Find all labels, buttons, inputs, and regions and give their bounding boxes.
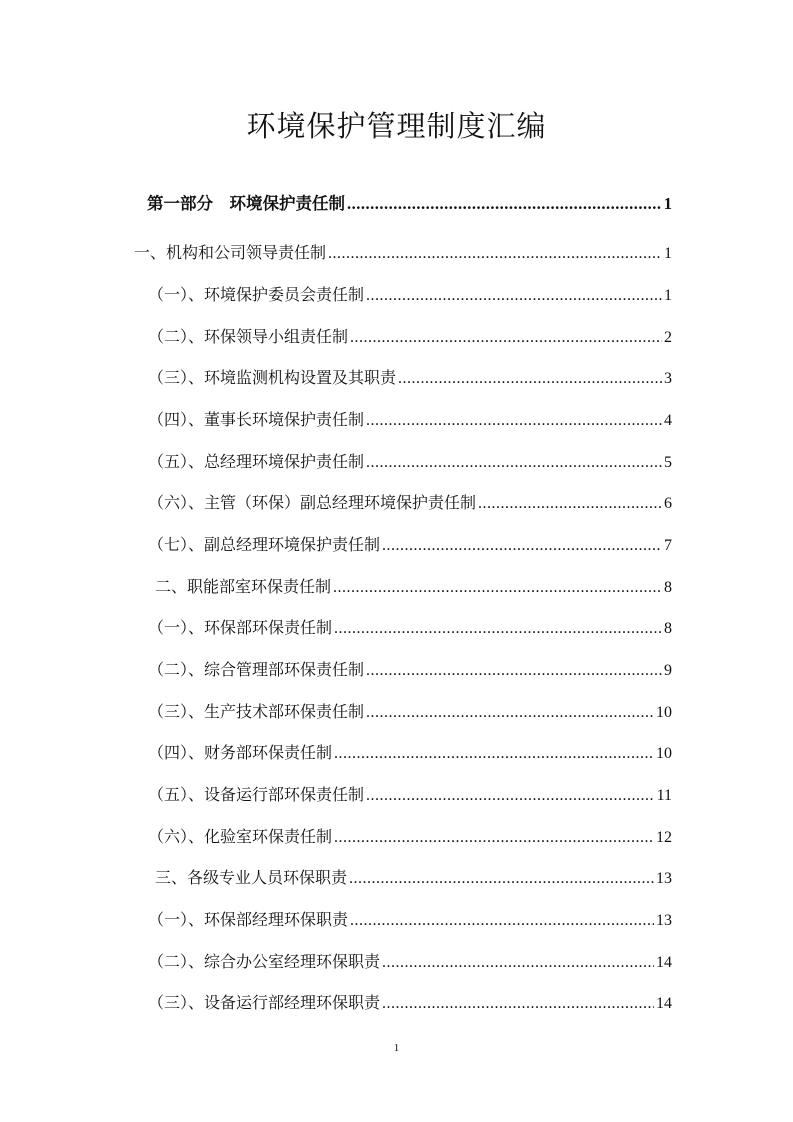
toc-leader-dots — [366, 701, 654, 725]
toc-entry-label: （一）、环保部环保责任制 — [148, 618, 333, 637]
toc-entry[interactable] — [155, 575, 672, 599]
toc-entry[interactable] — [148, 950, 672, 974]
toc-leader-dots — [334, 617, 662, 641]
toc-entry-page: 2 — [664, 329, 672, 346]
toc-leader-dots — [334, 742, 654, 766]
toc-entry-page: 8 — [664, 620, 672, 637]
toc-entry[interactable] — [148, 991, 672, 1015]
toc-entry-label: （四）、董事长环境保护责任制 — [148, 410, 365, 429]
toc-entry-label: （五）、设备运行部环保责任制 — [148, 785, 365, 804]
toc-entry-page: 1 — [664, 287, 672, 304]
document-title: 环境保护管理制度汇编 — [246, 109, 547, 143]
toc-leader-dots — [398, 367, 662, 391]
toc-entry-label: （二）、环保领导小组责任制 — [148, 327, 349, 346]
toc-entry-page: 10 — [656, 745, 672, 762]
toc-entry-label: （六）、化验室环保责任制 — [148, 827, 333, 846]
toc-entry-label: （六）、主管（环保）副总经理环境保护责任制 — [148, 493, 477, 512]
toc-entry[interactable] — [148, 408, 672, 432]
toc-entry[interactable] — [148, 700, 672, 724]
toc-leader-dots — [382, 951, 654, 975]
toc-entry-page: 14 — [656, 954, 672, 971]
toc-entry-page: 4 — [664, 412, 672, 429]
toc-leader-dots — [350, 326, 662, 350]
toc-entry[interactable] — [148, 658, 672, 682]
toc-entry[interactable] — [148, 491, 672, 515]
toc-entry[interactable] — [148, 741, 672, 765]
toc-leader-dots — [366, 784, 655, 808]
toc-entry-page: 10 — [656, 704, 672, 721]
toc-entry-label: 一、机构和公司领导责任制 — [134, 243, 327, 262]
toc-leader-dots — [334, 826, 654, 850]
toc-leader-dots — [366, 659, 662, 683]
toc-leader-dots — [333, 576, 662, 600]
toc-entry-label: （三）、设备运行部经理环保职责 — [148, 993, 381, 1012]
toc-entry[interactable] — [148, 450, 672, 474]
toc-entry-label: （四）、财务部环保责任制 — [148, 743, 333, 762]
toc-entry-label: 三、各级专业人员环保职责 — [155, 868, 348, 887]
toc-entry[interactable] — [155, 866, 672, 890]
toc-entry-label: （二）、综合办公室经理环保职责 — [148, 952, 381, 971]
toc-entry[interactable] — [148, 283, 672, 307]
toc-entry-page: 14 — [656, 995, 672, 1012]
toc-entry[interactable] — [148, 325, 672, 349]
toc-entry-label: （二）、综合管理部环保责任制 — [148, 660, 365, 679]
toc-entry-label: （三）、生产技术部环保责任制 — [148, 702, 365, 721]
toc-entry-label: 二、职能部室环保责任制 — [155, 577, 332, 596]
page-number: 1 — [393, 1042, 400, 1054]
toc-entry-page: 5 — [664, 454, 672, 471]
toc-entry-page: 7 — [664, 537, 672, 554]
toc-entry[interactable] — [148, 616, 672, 640]
toc-leader-dots — [478, 492, 662, 516]
toc-leader-dots — [366, 284, 662, 308]
toc-entry-label: （五）、总经理环境保护责任制 — [148, 452, 365, 471]
toc-entry-page: 9 — [664, 662, 672, 679]
toc-entry[interactable] — [134, 241, 672, 265]
toc-entry-page: 13 — [656, 912, 672, 929]
toc-leader-dots — [347, 192, 662, 216]
toc-entry[interactable] — [148, 908, 672, 932]
toc-entry-part[interactable] — [147, 192, 672, 216]
toc-entry-page: 3 — [664, 370, 672, 387]
toc-entry[interactable] — [148, 825, 672, 849]
toc-entry-page: 12 — [656, 829, 672, 846]
toc-entry-label: （三）、环境监测机构设置及其职责 — [148, 368, 397, 387]
toc-entry[interactable] — [148, 783, 672, 807]
toc-leader-dots — [382, 992, 654, 1016]
toc-leader-dots — [349, 867, 654, 891]
toc-entry-label: （七）、副总经理环境保护责任制 — [148, 535, 381, 554]
toc-entry[interactable] — [148, 533, 672, 557]
toc-leader-dots — [328, 242, 662, 266]
toc-entry-page: 11 — [656, 787, 672, 804]
toc-leader-dots — [366, 451, 662, 475]
toc-entry-label: （一）、环境保护委员会责任制 — [148, 285, 365, 304]
toc-entry-label: 第一部分 环境保护责任制 — [147, 194, 345, 213]
toc-entry-page: 8 — [664, 579, 672, 596]
toc-leader-dots — [350, 909, 654, 933]
toc-leader-dots — [382, 534, 662, 558]
toc-entry-page: 13 — [656, 870, 672, 887]
toc-entry-page: 6 — [664, 495, 672, 512]
toc-entry[interactable] — [148, 366, 672, 390]
toc-leader-dots — [366, 409, 662, 433]
toc-entry-page: 1 — [663, 194, 672, 213]
toc-entry-label: （一）、环保部经理环保职责 — [148, 910, 349, 929]
toc-entry-page: 1 — [664, 245, 672, 262]
